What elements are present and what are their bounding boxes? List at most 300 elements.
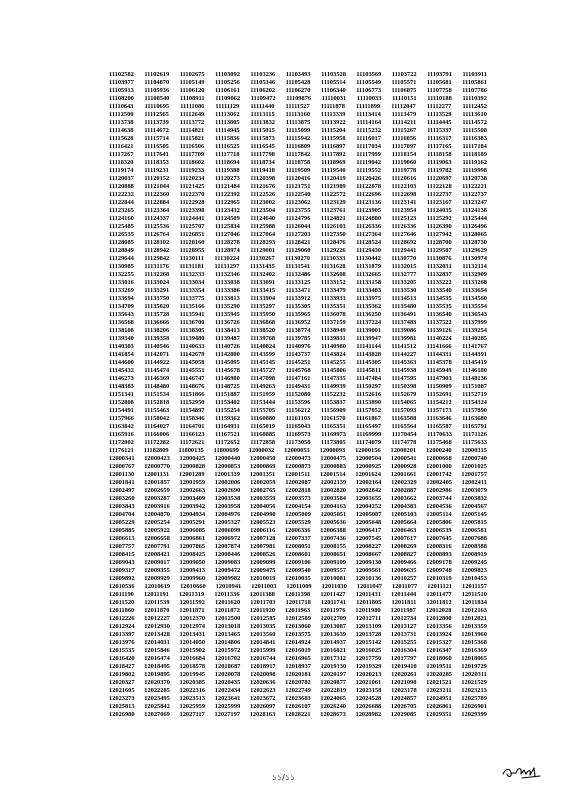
roll-number: 12015999 [249,647,276,654]
roll-number: 11135305 [285,303,311,310]
roll-number: 12011003 [251,583,277,590]
roll-number: 11130876 [426,255,452,262]
roll-number-row [109,607,487,615]
roll-number: 11115508 [462,127,487,134]
roll-number: 11122103 [391,183,417,190]
roll-number: 11118758 [285,159,311,166]
roll-number: 12016369 [461,647,487,654]
roll-number: 12005529 [285,519,311,526]
roll-number: 11137159 [320,319,346,326]
roll-number: 11126336 [391,223,417,230]
roll-number: 12004990 [250,511,276,518]
roll-number: 11139768 [250,335,276,342]
roll-number: 11169999 [356,431,382,438]
roll-number: 11153596 [285,399,311,406]
roll-number: 11116897 [321,143,346,150]
roll-number: 11154897 [179,407,205,414]
roll-number: 12022434 [214,687,241,694]
roll-number: 11145145 [250,359,276,366]
roll-number: 12008601 [285,551,311,558]
roll-number: 11122526 [250,191,276,198]
roll-number: 11133268 [462,279,487,286]
roll-number: 11167521 [215,431,240,438]
roll-number: 12025813 [109,703,135,710]
roll-number: 11114164 [356,119,382,126]
roll-number: 12027197 [214,711,241,718]
roll-number: 11141666 [426,343,452,350]
roll-number: 12019802 [109,671,135,678]
roll-number: 12014806 [214,639,241,646]
roll-number-row [109,111,487,119]
roll-number: 11134513 [391,295,417,302]
roll-number: 11145363 [391,359,417,366]
roll-number: 11113160 [285,111,311,118]
roll-number: 12000770 [144,463,170,470]
roll-number: 11126535 [109,231,134,238]
roll-number: 11119042 [356,159,381,166]
roll-number: 11118154 [391,151,417,158]
roll-number: 11182809 [143,447,169,454]
roll-number: 11147161 [285,375,311,382]
roll-number: 12026861 [426,703,452,710]
roll-number-row [109,207,487,215]
roll-number-row [109,495,487,503]
roll-number: 12013560 [249,631,276,638]
roll-number: 11123129 [320,199,346,206]
roll-number: 11123141 [391,199,417,206]
roll-number: 11122128 [426,183,452,190]
roll-number: 11122572 [320,191,346,198]
roll-number: 11115337 [427,127,452,134]
roll-number-row [109,455,487,463]
roll-number: 11129842 [144,255,170,262]
roll-number: 12011190 [109,591,134,598]
roll-number: 11109062 [215,95,241,102]
roll-number: 12003573 [285,495,311,502]
roll-number: 11133024 [144,279,170,286]
roll-number: 11121751 [285,183,311,190]
roll-number: 11133654 [462,287,487,294]
roll-number: 11136491 [391,311,417,318]
roll-number: 12000869 [249,463,276,470]
roll-number: 12005291 [179,519,206,526]
roll-number: 11123265 [109,207,134,214]
roll-number: 11116383 [462,135,487,142]
roll-number: 12024951 [426,695,452,702]
roll-number: 11132777 [391,271,417,278]
roll-number: 12027117 [179,711,205,718]
roll-number: 12009109 [320,559,346,566]
roll-number: 11119540 [321,167,346,174]
roll-number: 12002820 [320,487,346,494]
roll-number: 11135945 [214,311,240,318]
roll-number: 12008526 [249,551,276,558]
roll-number: 12028982 [355,711,382,718]
roll-number: 11116056 [391,135,417,142]
roll-number: 11129629 [462,247,487,254]
roll-number: 11133813 [214,295,240,302]
roll-number: 11131435 [249,263,275,270]
roll-number-row [109,263,487,271]
roll-number: 12009982 [214,575,241,582]
roll-number: 12019945 [179,671,206,678]
roll-number: 12005806 [426,519,452,526]
roll-number: 12002659 [144,487,170,494]
roll-number: 12021061 [355,679,382,686]
roll-number: 12016965 [285,655,311,662]
roll-number: 11140980 [321,343,346,350]
roll-number: 11124640 [250,215,276,222]
roll-number: 11123364 [144,207,170,214]
roll-number: 11153890 [356,399,382,406]
roll-number: 11113115 [250,111,275,118]
roll-number: 11120037 [109,175,134,182]
roll-number: 11119063 [427,159,452,166]
roll-number: 11130224 [214,255,240,262]
roll-number: 12020636 [249,679,276,686]
roll-number: 11139126 [426,327,452,334]
roll-number: 11132346 [214,271,240,278]
roll-number: 12012500 [214,615,241,622]
roll-number: 11123247 [462,199,487,206]
roll-number: 11154491 [109,407,134,414]
roll-number: 11123755 [285,207,311,214]
roll-number: 11133530 [391,287,417,294]
roll-number: 11113875 [285,119,311,126]
roll-number: 12000315 [461,447,487,454]
roll-number: 11104870 [144,79,170,86]
roll-number: 11133034 [179,279,205,286]
roll-number: 12000450 [249,455,276,462]
roll-number: 12001130 [109,471,135,478]
roll-number: 12005523 [249,519,276,526]
roll-number-row [109,567,487,575]
roll-number: 11106161 [214,87,240,94]
roll-number: 11106202 [250,87,276,94]
roll-number: 11144600 [109,359,134,366]
roll-number: 12011741 [320,599,347,606]
roll-number: 12025959 [179,703,206,710]
roll-number: 12011834 [461,599,487,606]
roll-number: 11128421 [285,239,311,246]
roll-number: 11106875 [391,87,417,94]
roll-number: 11156212 [285,407,311,414]
roll-number: 12005922 [144,527,170,534]
roll-number: 11122844 [109,199,134,206]
roll-number: 11113922 [321,119,346,126]
roll-number: 11138520 [250,327,276,334]
roll-number: 11136078 [320,311,346,318]
roll-number: 12009050 [179,559,206,566]
roll-number: 12000828 [179,463,206,470]
roll-number: 11145419 [462,359,487,366]
roll-number: 11152818 [144,399,170,406]
roll-number: 11157052 [356,407,382,414]
roll-number-row [109,351,487,359]
roll-number: 11120419 [320,175,346,182]
roll-number: 11119233 [179,167,205,174]
roll-number: 11113832 [250,119,276,126]
roll-number: 12004154 [285,503,311,510]
roll-number: 12000440 [214,455,241,462]
roll-number: 11135950 [250,311,276,318]
roll-number: 12012974 [179,623,206,630]
roll-number: 11117034 [356,143,381,150]
roll-number: 12009083 [214,559,241,566]
roll-number: 12011703 [250,599,276,606]
roll-number: 11124337 [144,215,170,222]
roll-number: 12009475 [249,567,276,574]
roll-number-row [109,463,487,471]
roll-number: 12000156 [355,447,381,454]
page-number: ১১/১১ [271,773,296,782]
roll-number: 11131541 [285,263,311,270]
roll-number: 11145432 [109,367,134,374]
roll-number: 11112649 [179,111,205,118]
roll-number: 11152719 [462,391,487,398]
roll-number: 11119418 [250,167,275,174]
roll-number: 11136952 [285,319,311,326]
roll-number: 11110695 [144,103,170,110]
roll-number: 11115232 [356,127,381,134]
roll-number: 12005229 [109,519,135,526]
roll-number: 11138949 [320,327,346,334]
roll-number: 11118969 [321,159,346,166]
roll-number: 11139831 [320,335,346,342]
roll-number: 11139340 [109,335,134,342]
roll-number: 11121044 [144,183,170,190]
roll-number: 12009960 [179,575,206,582]
roll-number: 11145551 [179,367,205,374]
roll-number: 11120738 [462,175,487,182]
roll-number: 12004567 [461,503,487,510]
roll-number: 11133291 [144,287,170,294]
roll-number: 11166006 [144,431,170,438]
roll-number: 11115267 [391,127,417,134]
roll-number: 12001131 [144,471,170,478]
roll-number: 11139001 [356,327,382,334]
roll-number: 12007128 [249,535,276,542]
roll-number-row [109,423,487,431]
roll-number: 11133904 [250,295,276,302]
roll-number-row [109,191,487,199]
roll-number: 12003958 [214,503,241,510]
roll-number: 11152679 [391,391,417,398]
roll-number: 11115099 [285,127,311,134]
roll-number: 11136540 [426,311,452,318]
roll-number: 11163588 [391,415,417,422]
roll-number: 12020098 [250,671,276,678]
roll-number: 11123167 [426,199,452,206]
roll-number: 11103791 [427,71,452,78]
roll-number: 11176121 [109,447,134,454]
roll-number: 11132402 [250,271,276,278]
roll-number: 11123504 [250,207,276,214]
roll-number: 12017797 [390,655,417,662]
roll-number-row [109,159,487,167]
roll-number: 12011477 [426,591,452,598]
roll-number: 11110392 [462,95,487,102]
roll-number-row [109,215,487,223]
roll-number: 12013428 [144,631,170,638]
roll-number: 11105913 [109,87,134,94]
roll-number: 12002842 [355,487,382,494]
roll-number: 11135020 [144,303,170,310]
roll-number: 12020181 [285,671,311,678]
roll-number-row [109,487,487,495]
roll-number: 11111129 [215,103,240,110]
roll-number: 12025789 [461,695,487,702]
roll-number: 12009099 [249,559,276,566]
roll-number: 11139480 [179,335,205,342]
roll-number: 11135297 [250,303,276,310]
roll-number: 11136868 [250,319,276,326]
roll-number-row [109,95,487,103]
roll-number: 12014031 [144,639,170,646]
roll-number: 11120416 [285,175,311,182]
roll-number: 11111086 [180,103,205,110]
roll-number: 11125123 [391,215,417,222]
roll-number: 12000425 [179,455,206,462]
roll-number: 11145095 [214,359,240,366]
roll-number: 11105428 [285,79,311,86]
roll-number: 12021605 [109,687,135,694]
roll-number: 11115714 [144,135,169,142]
roll-number: 11138305 [179,327,205,334]
roll-number: 12000201 [390,447,417,454]
roll-number: 12001757 [461,471,487,478]
roll-number: 11116506 [179,143,205,150]
roll-number: 11145058 [179,359,205,366]
roll-number: 11133125 [285,279,311,286]
roll-number: 11155463 [144,407,170,414]
roll-number: 11128065 [462,231,487,238]
roll-number: 11123905 [356,207,382,214]
roll-number: 11146980 [214,375,240,382]
roll-number: 12000541 [390,455,417,462]
roll-number: 11125707 [179,223,205,230]
roll-number: 12029085 [390,711,417,718]
roll-number: 12012589 [285,615,311,622]
roll-number: 12010081 [320,575,346,582]
roll-number: 11141854 [109,351,134,358]
roll-number: 11116809 [285,143,311,150]
roll-number: 12007337 [285,535,311,542]
roll-number: 12011009 [286,583,312,590]
roll-number: 11113479 [391,111,417,118]
roll-number: 12018065 [461,655,487,662]
roll-number: 11132114 [462,263,487,270]
roll-number: 12023513 [179,695,206,702]
roll-number: 12011510 [461,591,487,598]
roll-number: 11122232 [109,191,134,198]
roll-number: 12007617 [390,535,417,542]
roll-number-row [109,599,487,607]
roll-number: 11103722 [391,71,417,78]
roll-number: 11152808 [109,399,134,406]
roll-number: 11134535 [426,295,452,302]
roll-number: 12000873 [285,463,311,470]
roll-number: 11128102 [144,239,170,246]
roll-number: 12009017 [144,559,170,566]
roll-number-row [109,223,487,231]
roll-number: 12013109 [355,623,382,630]
roll-number: 11126390 [426,223,452,230]
roll-number-list [109,71,487,719]
roll-number: 11152950 [179,399,205,406]
roll-number: 12006417 [355,527,382,534]
roll-number: 11139487 [214,335,240,342]
roll-number: 12009106 [285,559,311,566]
roll-number: 11133483 [356,287,382,294]
roll-number: 12001339 [214,471,240,478]
roll-number-row [109,551,487,559]
roll-number: 12013356 [426,623,452,630]
roll-number: 11114211 [392,119,417,126]
roll-number: 12004934 [179,511,206,518]
roll-number: 11114638 [109,127,134,134]
roll-number: 12015327 [426,639,452,646]
roll-number: 11112500 [109,111,134,118]
roll-number: 12023495 [144,695,170,702]
roll-number: 11133415 [250,287,276,294]
roll-number: 11131181 [179,263,204,270]
roll-number: 11122078 [356,183,382,190]
roll-number: 11153837 [320,399,346,406]
roll-number-row [109,591,487,599]
roll-number: 12028221 [284,711,311,718]
roll-number-row [109,447,487,455]
roll-number: 11155254 [214,407,240,414]
roll-number: 12010619 [144,583,171,590]
roll-number: 11133775 [179,295,205,302]
roll-number: 11120697 [426,175,452,182]
roll-number: 12005114 [426,511,452,518]
roll-number: 11125834 [214,223,240,230]
roll-number: 12002329 [391,479,417,486]
roll-number: 11103236 [250,71,276,78]
roll-number: 12012370 [179,615,206,622]
roll-number: 11133386 [214,287,240,294]
roll-number: 11143828 [356,351,382,358]
roll-number: 12024528 [355,695,382,702]
roll-number: 12020385 [179,679,206,686]
roll-number: 12013359 [461,623,487,630]
roll-number: 12028163 [249,711,276,718]
roll-number: 11153444 [250,399,276,406]
roll-number: 12019895 [144,671,170,678]
roll-number-row [109,711,487,719]
roll-number: 12007874 [214,543,241,550]
roll-number: 12020197 [320,671,347,678]
roll-number: 11132255 [109,271,134,278]
roll-number: 12000053 [284,447,310,454]
roll-number: 11169573 [285,431,311,438]
roll-number: 11114945 [215,127,240,134]
roll-number: 11123002 [250,199,276,206]
roll-number: 12013060 [285,623,311,630]
roll-number: 11140546 [144,343,170,350]
roll-number: 11136726 [214,319,240,326]
roll-number: 12008827 [390,551,417,558]
roll-number: 11133016 [109,279,134,286]
roll-number: 11113062 [215,111,240,118]
roll-number: 12015368 [461,639,487,646]
roll-number-row [109,639,487,647]
roll-number: 11133479 [320,287,346,294]
roll-number: 12011872 [214,607,240,614]
roll-number: 11142071 [144,351,170,358]
